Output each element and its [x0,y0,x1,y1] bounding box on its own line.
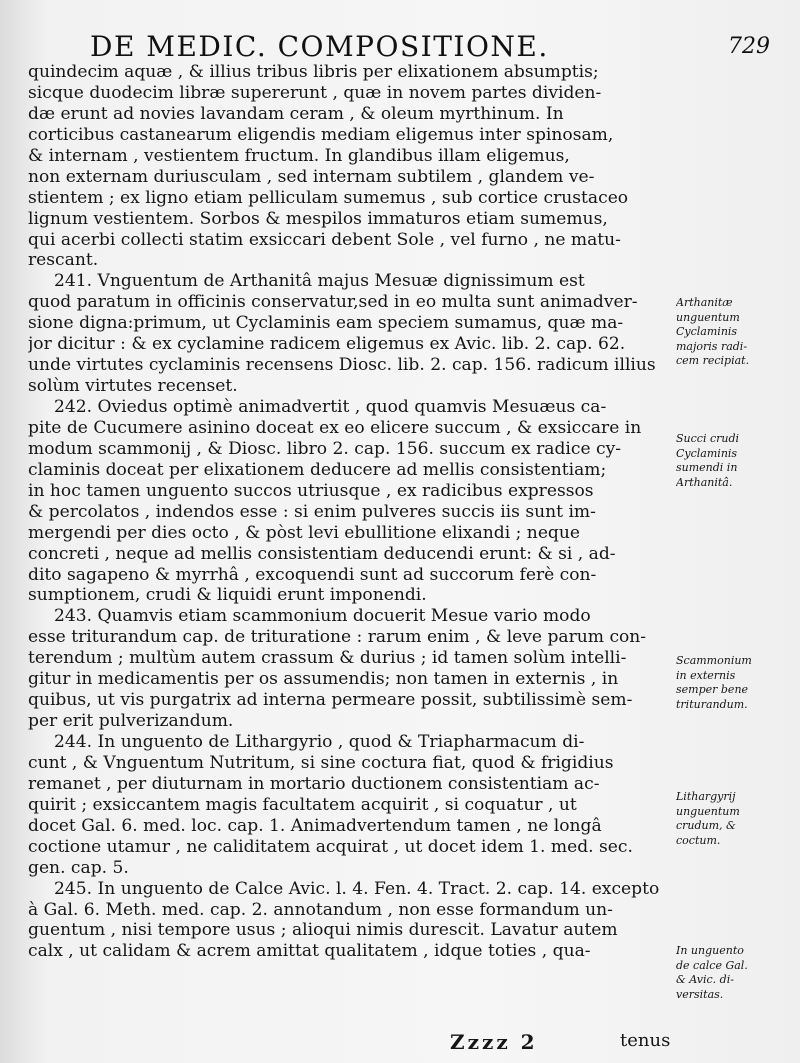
margin-note-line: cem recipiat. [676,354,750,367]
text-line: dæ erunt ad novies lavandam ceram , & oleum myrthinum. In [28,103,564,124]
margin-note-line: Cyclaminis [676,325,738,338]
margin-note-line: de calce Gal. [676,958,748,972]
text-line: unde virtutes cyclaminis recensens Diosc. lib. 2. cap. 156. radicum illius [28,355,656,376]
text-line: guentum , nisi tempore usus ; alioqui nimis durescit. Lavatur autem [28,920,618,941]
page-header [90,30,770,64]
margin-note [676,944,794,1002]
text-line: quindecim aquæ , & illius tribus libris per elixationem absumptis; [28,62,599,82]
text-line: concreti , neque ad mellis consistentiam deducendi erunt: & si , ad- [28,543,616,564]
margin-note-line: Arthanitæ [676,296,733,309]
text-line: & percolatos , indendos esse : si enim pulveres succis iis sunt im- [28,501,596,522]
margin-note [676,432,794,490]
page-number: 729 [728,34,770,59]
margin-note-line: coctum. [676,833,721,847]
margin-note-line: crudum, & [676,819,736,832]
text-line: dito sagapeno & myrrhâ , excoquendi sunt ad succorum ferè con- [28,564,597,585]
text-line: quibus, ut vis purgatrix ad interna permeare possit, subtilissimè sem- [28,690,633,711]
running-title: DE MEDIC. COMPOSITIONE. [90,30,549,63]
margin-note-line: sumendi in [676,461,738,474]
margin-note-line: Arthanitâ. [676,475,733,489]
text-line: terendum ; multùm autem crassum & durius ; id tamen solùm intelli- [28,648,627,669]
text-line: sumptionem, crudi & liquidi erunt imponendi. [28,585,427,606]
margin-note-line: triturandum. [676,697,748,711]
text-line: quirit ; exsiccantem magis facultatem acquirit , si coquatur , ut [28,794,577,815]
margin-note-line: versitas. [676,987,724,1001]
text-line: calx , ut calidam & acrem amittat qualitatem , idque toties , qua- [28,941,591,962]
text-line: 241. Vnguentum de Arthanitâ majus Mesuæ dignissimum est [54,271,585,292]
margin-note [676,654,794,712]
text-line: mergendi per dies octo , & pòst levi ebullitione elixandi ; neque [28,522,580,543]
text-line: lignum vestientem. Sorbos & mespilos immaturos etiam sumemus, [28,208,608,229]
text-line: sione digna:primum, ut Cyclaminis eam speciem sumamus, quæ ma- [28,313,624,334]
text-line: stientem ; ex ligno etiam pelliculam sumemus , sub cortice crustaceo [28,187,629,208]
text-line: gen. cap. 5. [28,857,129,878]
text-line: sicque duodecim libræ supererunt , quæ in novem partes dividen- [28,82,602,103]
text-line: gitur in medicamentis per os assumendis; non tamen in externis , in [28,669,619,690]
text-line: modum scammonij , & Diosc. libro 2. cap. 156. succum ex radice cy- [28,438,621,459]
text-line: non externam duriusculam , sed internam subtilem , glandem ve- [28,166,595,187]
text-line: remanet , per diuturnam in mortario ductionem consistentiam ac- [28,773,600,794]
text-line: 245. In unguento de Calce Avic. l. 4. Fen. 4. Tract. 2. cap. 14. excepto [54,878,660,899]
text-line: qui acerbi collecti statim exsiccari debent Sole , vel furno , ne matu- [28,229,621,250]
margin-note [676,790,794,848]
text-line: pite de Cucumere asinino doceat ex eo elicere succum , & exsiccare in [28,417,642,438]
margin-note-line: Scammonium [676,654,752,667]
margin-note-line: unguentum [676,310,740,324]
text-line: per erit pulverizandum. [28,711,234,732]
margin-note [676,296,794,369]
text-line: quod paratum in officinis conservatur,sed in eo multa sunt animadver- [28,292,638,313]
margin-note-line: Lithargyrij [676,790,736,803]
margin-note-line: In unguento [676,944,744,957]
margin-note-line: in externis [676,668,736,682]
body-text [28,62,668,962]
catchword: tenus [620,1030,671,1051]
text-line: in hoc tamen unguento succos utriusque , ex radicibus expressos [28,480,594,501]
text-line: corticibus castanearum eligendis mediam eligemus inter spinosam, [28,124,614,145]
text-line: & internam , vestientem fructum. In glandibus illam eligemus, [28,145,570,166]
text-line: 243. Quamvis etiam scammonium docuerit Mesue vario modo [54,606,591,627]
margin-note-line: unguentum [676,804,740,818]
text-line: coctione utamur , ne caliditatem acquirat , ut docet idem 1. med. sec. [28,836,633,857]
text-line: à Gal. 6. Meth. med. cap. 2. annotandum , non esse formandum un- [28,899,613,920]
margin-note-line: Cyclaminis [676,446,738,460]
text-line: esse triturandum cap. de trituratione : rarum enim , & leve parum con- [28,627,647,648]
margin-note-line: majoris radi- [676,339,748,353]
text-line: 244. In unguento de Lithargyrio , quod & Triapharmacum di- [54,732,585,752]
text-line: claminis doceat per elixationem deducere ad mellis consistentiam; [28,459,607,480]
text-line: rescant. [28,250,99,271]
margin-note-line: Succi crudi [676,432,740,445]
signature-mark: Zzzz 2 [450,1030,538,1054]
text-line: 242. Oviedus optimè animadvertit , quod quamvis Mesuæus ca- [54,397,607,417]
text-line: solùm virtutes recenset. [28,376,238,397]
margin-note-line: & Avic. di- [676,973,734,986]
text-line: cunt , & Vnguentum Nutritum, si sine coctura fiat, quod & frigidius [28,752,614,773]
margin-note-line: semper bene [676,683,749,696]
text-line: jor dicitur : & ex cyclamine radicem eligemus ex Avic. lib. 2. cap. 62. [28,334,626,355]
text-line: docet Gal. 6. med. loc. cap. 1. Animadvertendum tamen , ne longâ [28,815,602,836]
